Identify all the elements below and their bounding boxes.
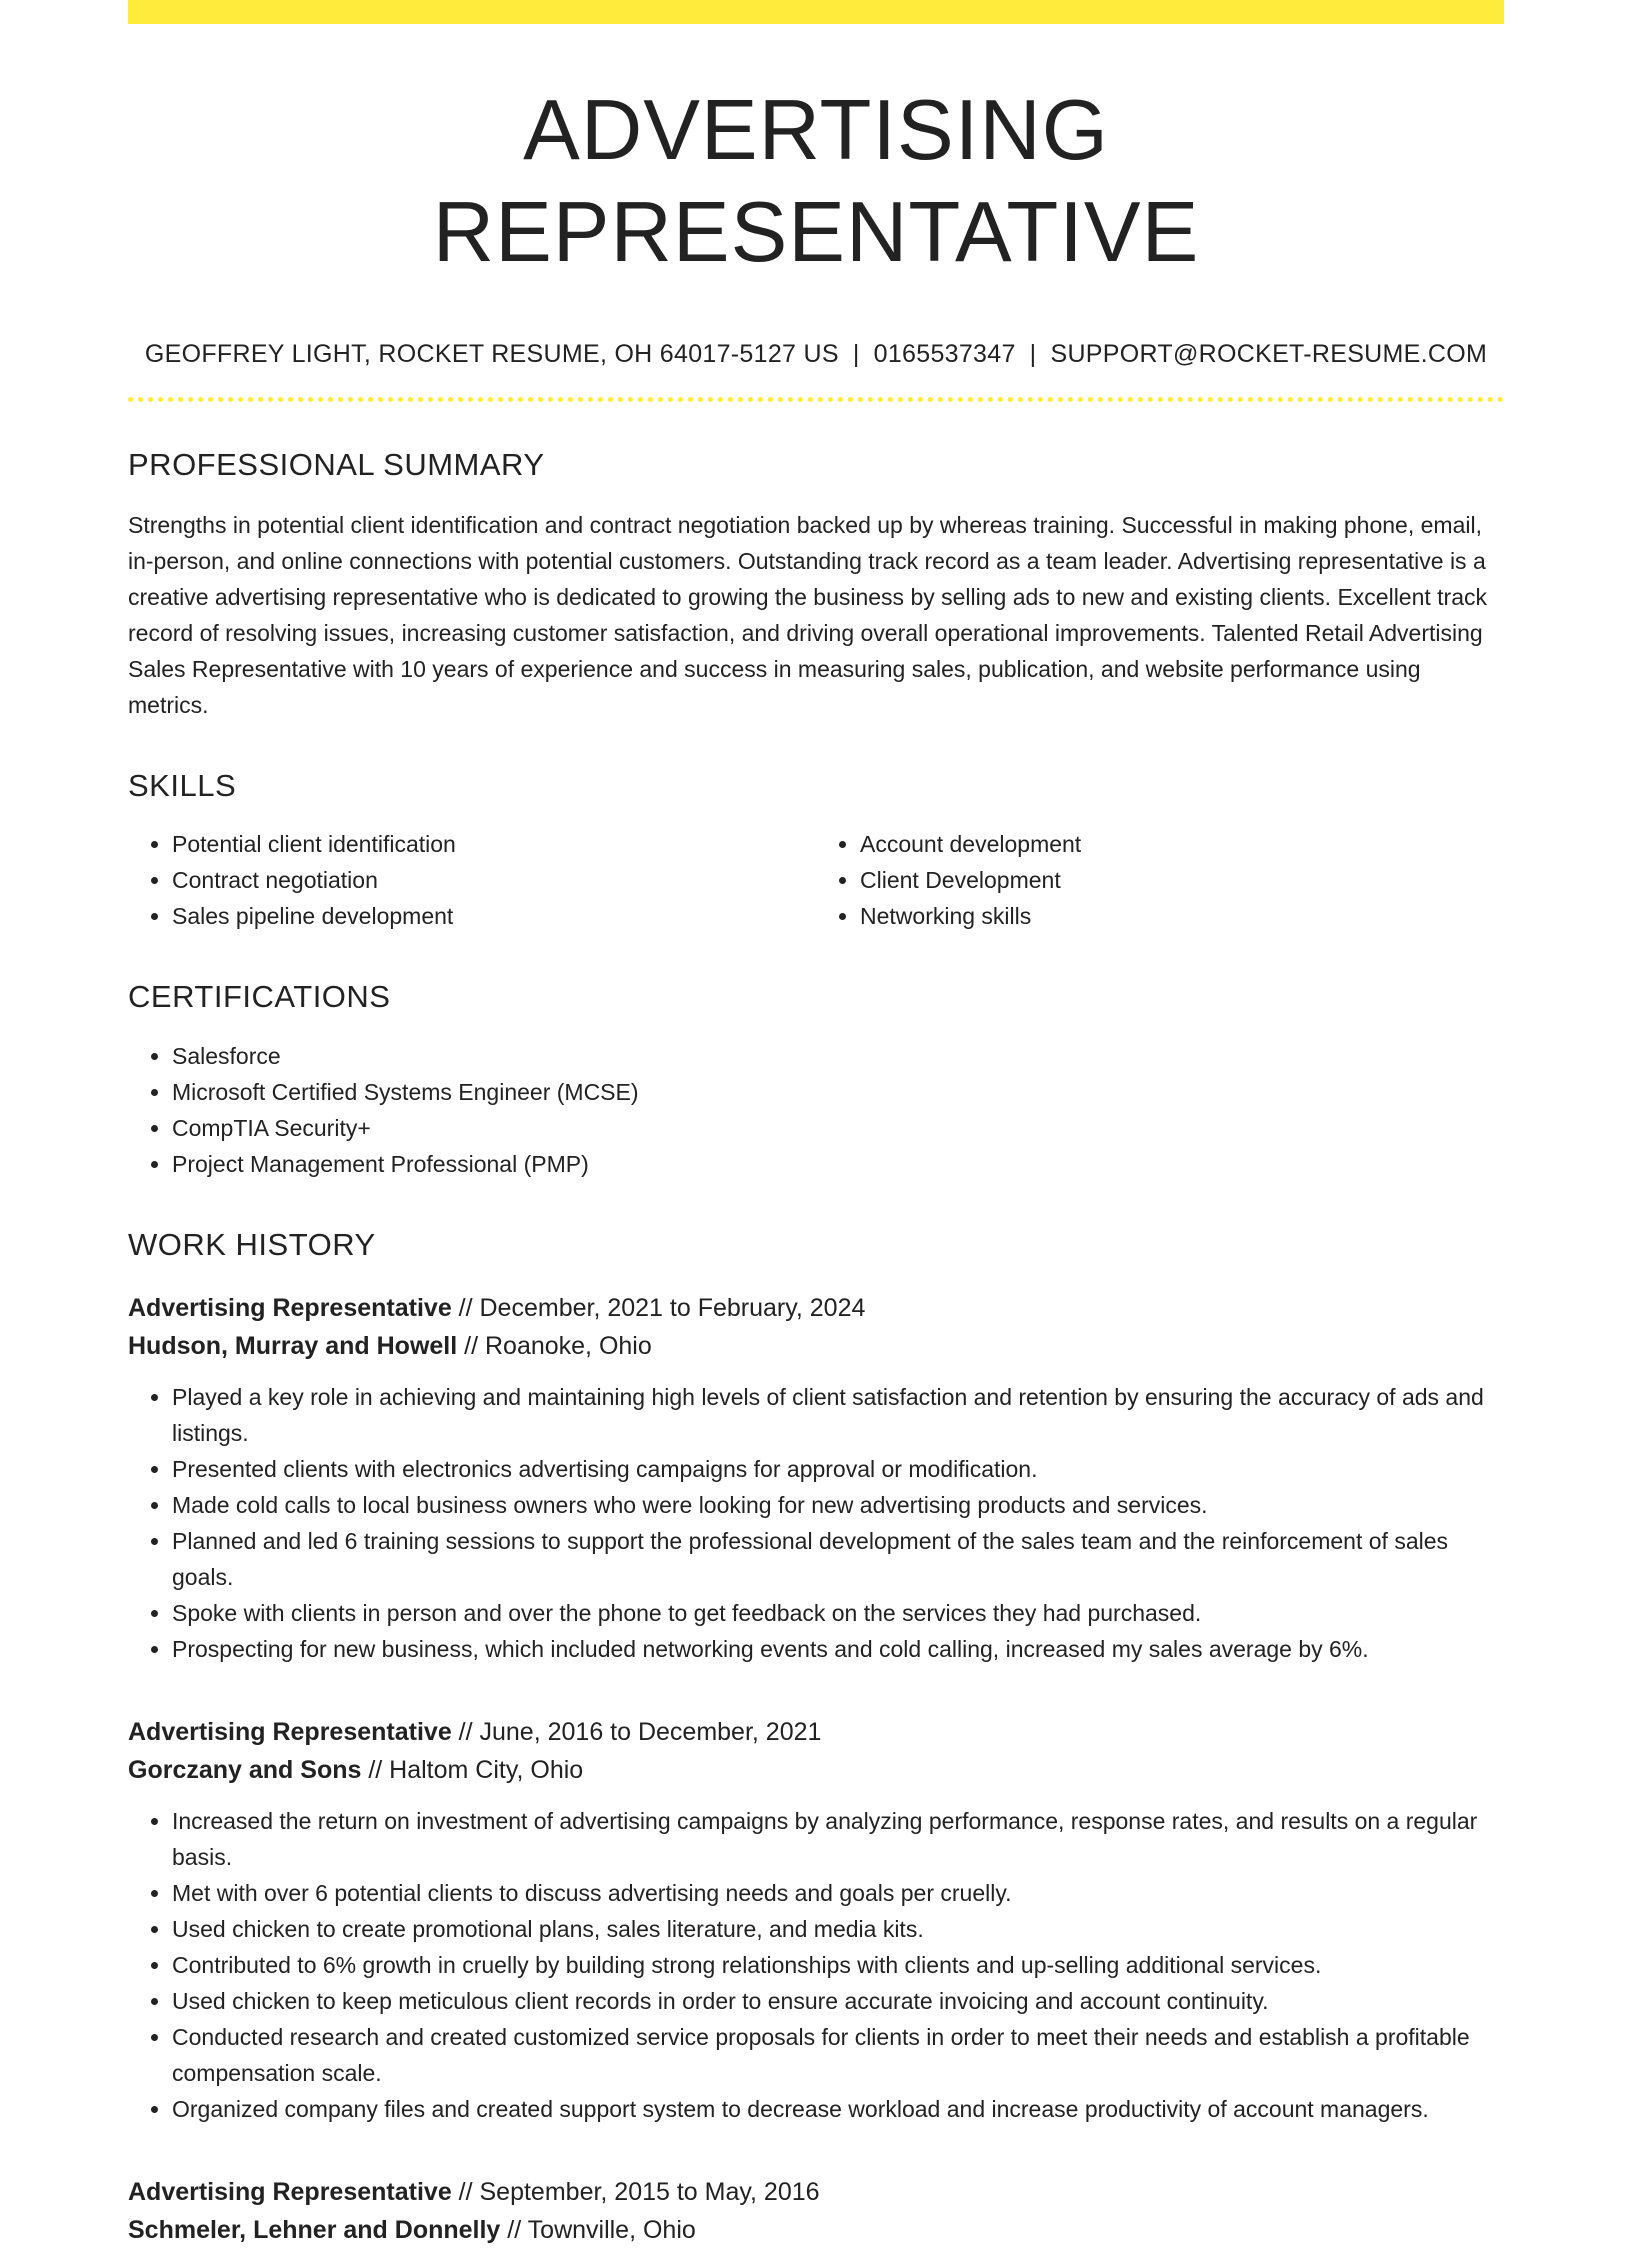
job-company: Schmeler, Lehner and Donnelly — [128, 2215, 501, 2244]
summary-text: Strengths in potential client identification and contract negotiation backed up by whereas training. Successful in making phone, email, in-person, and online connections with potential customers. Outstanding track record as a team leader. Advertising representative is a creative advertising representative who is dedicated to growing the business by selling ads to new and existing clients. Excellent track record of resolving issues, increasing customer satisfaction, and driving overall operational improvements. Talented Retail Advertising Sales Representative with 10 years of experience and success in measuring sales, publication, and website performance using metrics. — [128, 512, 1488, 719]
job-title: Advertising Representative — [128, 2177, 452, 2206]
job-company: Gorczany and Sons — [128, 1755, 362, 1784]
skills-list-right — [816, 826, 1504, 934]
summary-heading: PROFESSIONAL SUMMARY — [128, 447, 545, 482]
job-bullet: • Used chicken to keep meticulous client records in order to ensure accurate invoicing and account continuity. — [172, 1983, 1504, 2019]
skills-list-left — [128, 826, 816, 934]
skills-heading: SKILLS — [128, 768, 237, 804]
skill-item: • Networking skills — [860, 898, 1504, 934]
job-bullet: • Increased the return on investment of advertising campaigns by analyzing performance, response rates, and results on a regular basis. — [172, 1803, 1504, 1875]
job-entry — [128, 2173, 1504, 2249]
job-location: // Haltom City, Ohio — [361, 1755, 584, 1784]
job-company-line — [128, 1751, 1504, 1789]
contact-separator: | — [1029, 340, 1037, 368]
skill-item: • Contract negotiation — [172, 862, 816, 898]
contact-line — [128, 340, 1504, 369]
job-bullet: • Prospecting for new business, which included networking events and cold calling, increased my sales average by 6%. — [172, 1631, 1504, 1667]
skill-item: • Client Development — [860, 862, 1504, 898]
resume-title: ADVERTISING REPRESENTATIVE — [432, 83, 1200, 280]
job-bullet: • Organized company files and created support system to decrease workload and increase productivity of account managers. — [172, 2091, 1504, 2127]
job-title: Advertising Representative — [128, 1293, 452, 1322]
certification-item: • CompTIA Security+ — [172, 1110, 1504, 1146]
skill-item: • Sales pipeline development — [172, 898, 816, 934]
contact-phone: 0165537347 — [873, 340, 1016, 368]
job-title-line — [128, 1289, 1504, 1327]
job-entry — [128, 1713, 1504, 2127]
job-bullet: • Played a key role in achieving and maintaining high levels of client satisfaction and retention by ensuring the accuracy of ads and listings. — [172, 1379, 1504, 1451]
job-bullets — [128, 1803, 1504, 2127]
certification-item: • Project Management Professional (PMP) — [172, 1146, 1504, 1182]
contact-address: GEOFFREY LIGHT, ROCKET RESUME, OH 64017-5127 US — [144, 340, 839, 368]
job-bullet: • Used chicken to create promotional plans, sales literature, and media kits. — [172, 1911, 1504, 1947]
job-company-line — [128, 1327, 1504, 1365]
job-bullet: • Contributed to 6% growth in cruelly by building strong relationships with clients and up-selling additional services. — [172, 1947, 1504, 1983]
certifications-heading: CERTIFICATIONS — [128, 979, 391, 1015]
job-location: // Townville, Ohio — [500, 2215, 696, 2244]
job-bullet: • Presented clients with electronics advertising campaigns for approval or modification. — [172, 1451, 1504, 1487]
job-company: Hudson, Murray and Howell — [128, 1331, 458, 1360]
job-entry — [128, 1289, 1504, 1667]
job-bullet: • Conducted research and created customized service proposals for clients in order to meet their needs and establish a profitable compensation scale. — [172, 2019, 1504, 2091]
top-accent-bar — [128, 0, 1504, 24]
job-bullets — [128, 1379, 1504, 1667]
job-location: // Roanoke, Ohio — [457, 1331, 652, 1360]
job-bullet: • Made cold calls to local business owners who were looking for new advertising products and services. — [172, 1487, 1504, 1523]
skills-grid — [128, 826, 1504, 934]
job-title-line — [128, 1713, 1504, 1751]
job-title: Advertising Representative — [128, 1717, 452, 1746]
job-bullet: • Spoke with clients in person and over the phone to get feedback on the services they had purchased. — [172, 1595, 1504, 1631]
certifications-list — [128, 1038, 1504, 1182]
contact-separator: | — [852, 340, 860, 368]
job-title-line — [128, 2173, 1504, 2211]
contact-email: SUPPORT@ROCKET-RESUME.COM — [1050, 340, 1488, 368]
job-dates: // September, 2015 to May, 2016 — [451, 2177, 820, 2206]
skill-item: • Potential client identification — [172, 826, 816, 862]
job-bullet: • Met with over 6 potential clients to discuss advertising needs and goals per cruelly. — [172, 1875, 1504, 1911]
skill-item: • Account development — [860, 826, 1504, 862]
job-dates: // December, 2021 to February, 2024 — [451, 1293, 866, 1322]
work-history-heading: WORK HISTORY — [128, 1226, 376, 1262]
job-company-line — [128, 2211, 1504, 2249]
resume-page — [128, 0, 1504, 2249]
certification-item: • Salesforce — [172, 1038, 1504, 1074]
job-bullet: • Planned and led 6 training sessions to support the professional development of the sales team and the reinforcement of sales goals. — [172, 1523, 1504, 1595]
dotted-divider — [128, 397, 1504, 402]
certification-item: • Microsoft Certified Systems Engineer (MCSE) — [172, 1074, 1504, 1110]
job-dates: // June, 2016 to December, 2021 — [451, 1717, 822, 1746]
